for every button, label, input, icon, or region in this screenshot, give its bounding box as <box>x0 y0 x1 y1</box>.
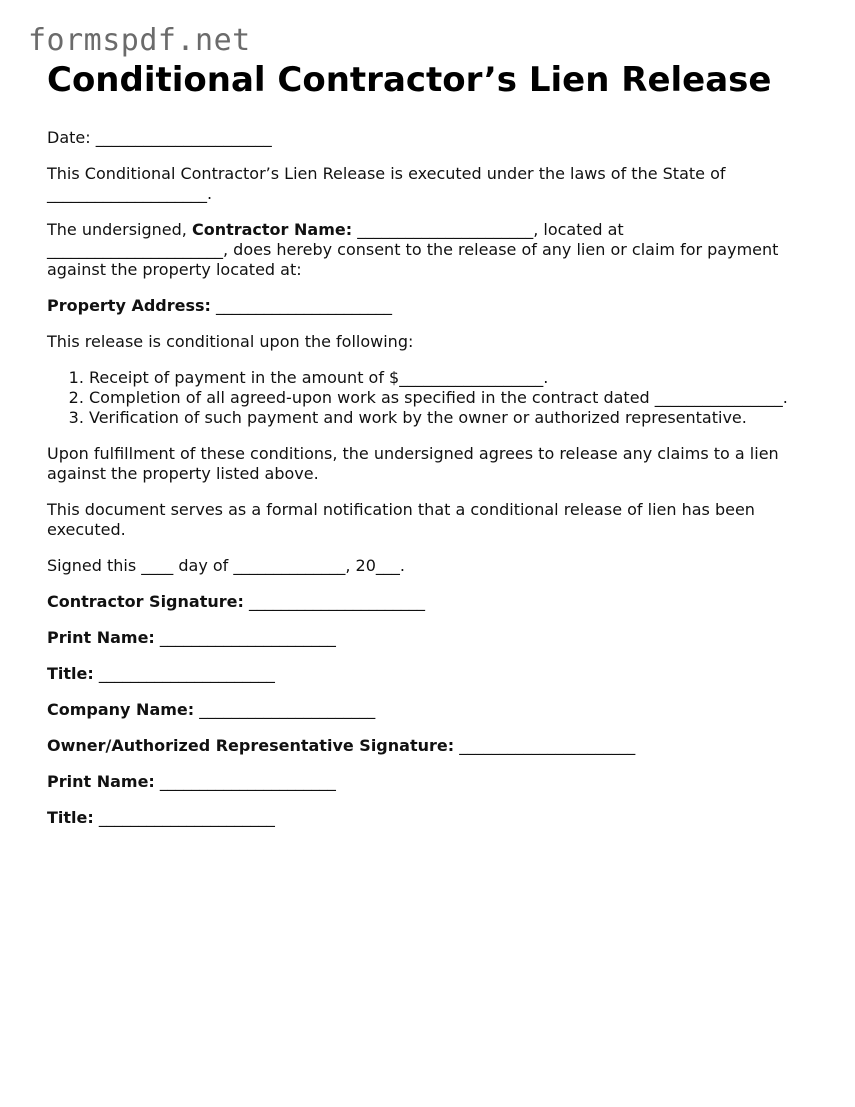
conditions-intro: This release is conditional upon the following: <box>47 332 414 351</box>
owner-print-name-blank: ______________________ <box>154 772 336 791</box>
condition-item: 3. Verification of such payment and work by the owner or authorized representative. <box>89 408 807 428</box>
owner-title-line <box>47 808 807 828</box>
contractor-title-line <box>47 664 807 684</box>
contractor-print-name-blank: ______________________ <box>154 628 336 647</box>
date-line: Date: ______________________ <box>47 128 272 147</box>
contractor-title-blank: ______________________ <box>93 664 275 683</box>
owner-title-blank: ______________________ <box>93 808 275 827</box>
notification-paragraph: This document serves as a formal notification that a conditional release of lien has been executed. <box>47 500 755 539</box>
conditions-list <box>47 368 807 428</box>
consent-prefix: The undersigned, <box>47 220 192 239</box>
owner-signature-label: Owner/Authorized Representative Signature: <box>47 736 455 755</box>
signed-this-line: Signed this ____ day of ______________, 20___. <box>47 556 405 575</box>
contractor-signature-blank: ______________________ <box>243 592 425 611</box>
fulfillment-paragraph: Upon fulfillment of these conditions, the undersigned agrees to release any claims to a lien against the property listed above. <box>47 444 779 483</box>
condition-item: 2. Completion of all agreed-upon work as specified in the contract dated ________________. <box>89 388 807 408</box>
company-name-label: Company Name: <box>47 700 195 719</box>
document <box>47 58 807 844</box>
owner-print-name-label: Print Name: <box>47 772 155 791</box>
contractor-signature-label: Contractor Signature: <box>47 592 244 611</box>
intro-paragraph: This Conditional Contractor’s Lien Release is executed under the laws of the State of ____________________. <box>47 164 726 203</box>
watermark: formspdf.net <box>28 23 251 58</box>
contractor-signature-line <box>47 592 807 612</box>
contractor-print-name-label: Print Name: <box>47 628 155 647</box>
property-address-line <box>47 296 807 316</box>
company-name-blank: ______________________ <box>194 700 376 719</box>
owner-signature-line <box>47 736 807 756</box>
company-name-line <box>47 700 807 720</box>
consent-paragraph <box>47 220 807 280</box>
property-address-label: Property Address: <box>47 296 211 315</box>
owner-print-name-line <box>47 772 807 792</box>
condition-item: 1. Receipt of payment in the amount of $__________________. <box>89 368 807 388</box>
owner-signature-blank: ______________________ <box>454 736 636 755</box>
consent-rest: ______________________, located at ______________________, does hereby consent to the release of any lien or claim for payment against the property located at: <box>47 220 779 279</box>
document-title: Conditional Contractor’s Lien Release <box>47 60 772 100</box>
contractor-print-name-line <box>47 628 807 648</box>
contractor-name-label: Contractor Name: <box>191 220 353 239</box>
owner-title-label: Title: <box>47 808 94 827</box>
contractor-title-label: Title: <box>47 664 94 683</box>
property-address-blank: ______________________ <box>210 296 393 315</box>
